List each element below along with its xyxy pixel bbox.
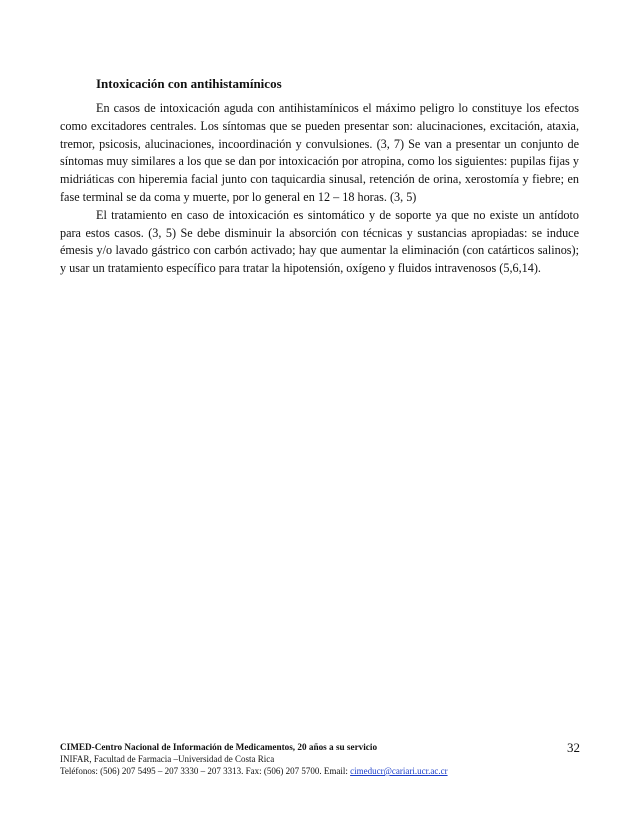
paragraph-intoxication-symptoms: En casos de intoxicación aguda con antihistamínicos el máximo peligro lo constituye los efectos como excitadores centrales. Los síntomas que se pueden presentar son: alucinaciones, excitación, ataxia, tremor, psicosis, alucinaciones, incoordinación y convulsiones. (3, 7) Se van a presentar un conjunto de síntomas muy similares a los que se dan por intoxicación por atropina, como los siguientes: pupilas fijas y midriáticas con hiperemia facial junto con taquicardia sinusal, retención de orina, xerostomía y fiebre; en fase terminal se da coma y muerte, por lo general en 12 – 18 horas. (3, 5) bbox=[60, 101, 579, 204]
footer-contact-text: Teléfonos: (506) 207 5495 – 207 3330 – 207 3313. Fax: (506) 207 5700. Email: bbox=[60, 766, 351, 776]
paragraph-treatment: El tratamiento en caso de intoxicación es sintomático y de soporte ya que no existe un antídoto para estos casos. (3, 5) Se debe disminuir la absorción con técnicas y sustancias apropiadas: se induce émesis y/o lavado gástrico con carbón activado; hay que aumentar la eliminación (con catárticos salinos); y usar un tratamiento específico para tratar la hipotensión, oxígeno y fluidos intravenosos (5,6,14). bbox=[60, 207, 579, 276]
section-title: Intoxicación con antihistamínicos bbox=[96, 76, 282, 91]
page-footer bbox=[60, 741, 580, 777]
footer-organization: CIMED-Centro Nacional de Información de Medicamentos, 20 años a su servicio bbox=[60, 742, 378, 752]
footer-contact bbox=[60, 765, 580, 777]
section-body bbox=[60, 100, 579, 278]
footer-email-link[interactable]: cimeducr@cariari.ucr.ac.cr bbox=[350, 766, 448, 776]
footer-institution: INIFAR, Facultad de Farmacia –Universidad de Costa Rica bbox=[60, 754, 275, 764]
page-number: 32 bbox=[567, 740, 580, 755]
